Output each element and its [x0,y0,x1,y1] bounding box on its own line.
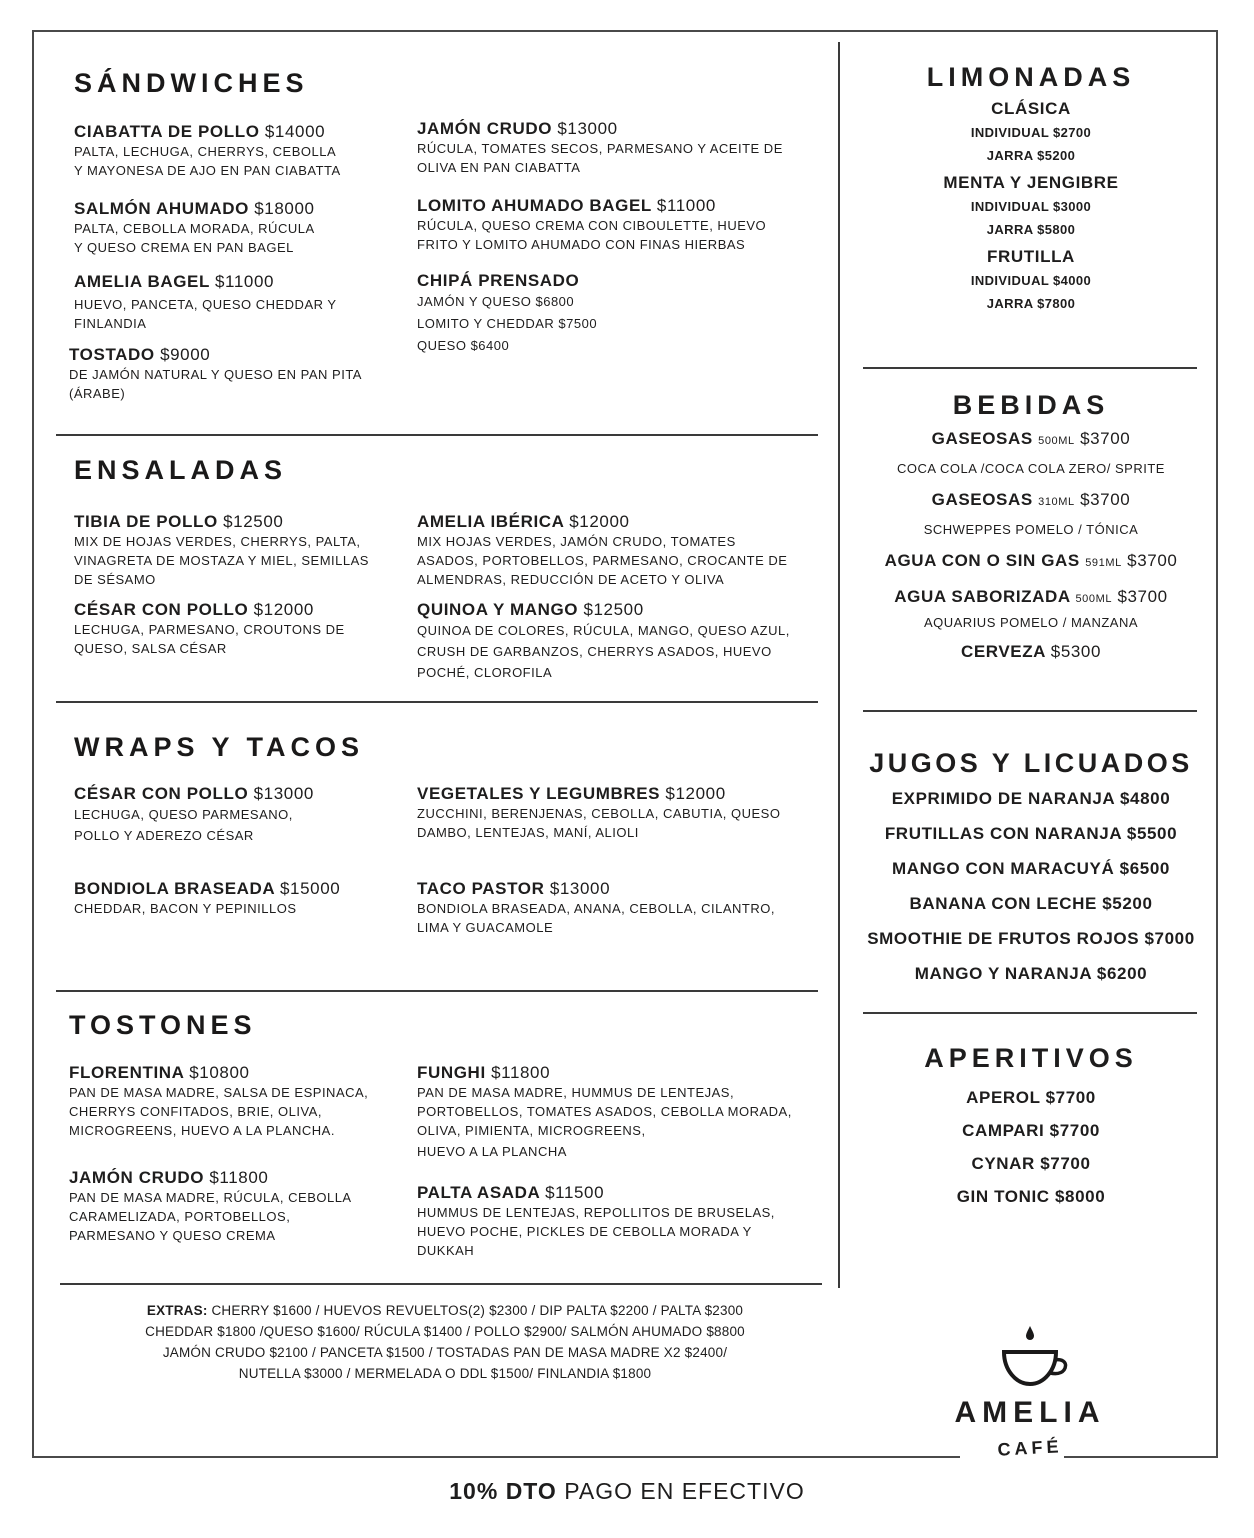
item-desc: PALTA, LECHUGA, CHERRYS, CEBOLLA [74,144,337,159]
drink-price: $3700 [1117,587,1168,606]
item-option: LOMITO Y CHEDDAR $7500 [417,316,598,331]
item-price: $18000 [254,199,315,218]
drink-size: 591ML [1085,557,1122,569]
drink-name: FRUTILLA [987,247,1075,266]
item-desc: DAMBO, LENTEJAS, MANÍ, ALIOLI [417,825,639,840]
drink-item: CYNAR $7700 [971,1154,1091,1173]
item-name: FUNGHI [417,1063,486,1082]
item-price: $13000 [557,119,618,138]
drink-item: APEROL $7700 [966,1088,1096,1107]
item-price: $9000 [160,345,211,364]
drink-item: GIN TONIC $8000 [956,1187,1106,1206]
drink-price: $5300 [1050,642,1102,661]
item-price: $13000 [253,784,314,803]
item-name: TACO PASTOR [417,879,545,898]
item-name: CHIPÁ PRENSADO [417,271,580,290]
footer-text: PAGO EN EFECTIVO [556,1478,805,1504]
item-desc: LECHUGA, QUESO PARMESANO, [74,807,293,822]
item-name: QUINOA Y MANGO [417,600,579,619]
drink-price: JARRA $7800 [986,296,1076,311]
item-desc: CHERRYS CONFITADOS, BRIE, OLIVA, [69,1104,322,1119]
item-name: TIBIA DE POLLO [74,512,218,531]
item-name: SALMÓN AHUMADO [74,199,249,218]
item-desc: CARAMELIZADA, PORTOBELLOS, [69,1209,291,1224]
footer-discount [0,1478,1254,1505]
item-name: VEGETALES Y LEGUMBRES [417,784,661,803]
item-price: $10800 [189,1063,250,1082]
item-desc: ASADOS, PORTOBELLOS, PARMESANO, CROCANTE DE [417,553,788,568]
item-price: $12500 [223,512,284,531]
item-price: $13000 [549,879,611,898]
section-divider [56,701,818,703]
logo-name: AMELIA [954,1396,1106,1429]
section-title-wraps: WRAPS Y TACOS [74,732,365,762]
item-option: QUESO $6400 [417,338,510,353]
drink-item: MANGO Y NARANJA $6200 [914,964,1148,983]
drink-name: CLÁSICA [991,99,1071,118]
drink-item: EXPRIMIDO DE NARANJA $4800 [891,789,1171,808]
menu-item [74,784,449,846]
menu-item [417,879,817,937]
section-title-bebidas: BEBIDAS [952,390,1110,420]
extras-line: CHEDDAR $1800 /QUESO $1600/ RÚCULA $1400 / POLLO $2900/ SALMÓN AHUMADO $8800 [145,1324,745,1339]
section-divider [56,990,818,992]
drink-price: $3700 [1127,551,1178,570]
section-title-limonadas: LIMONADAS [926,62,1136,92]
section-divider [863,1012,1197,1014]
item-name: BONDIOLA BRASEADA [74,879,275,898]
item-desc: ALMENDRAS, REDUCCIÓN DE ACETO Y OLIVA [417,572,725,587]
menu-item-chipa [417,271,817,357]
item-desc: FRITO Y LOMITO AHUMADO CON FINAS HIERBAS [417,237,746,252]
item-desc: QUINOA DE COLORES, RÚCULA, MANGO, QUESO AZUL, [417,623,790,638]
drink-desc: SCHWEPPES POMELO / TÓNICA [923,522,1139,537]
section-title-ensaladas: ENSALADAS [74,455,288,485]
item-price: $12000 [665,784,726,803]
item-desc: Y QUESO CREMA EN PAN BAGEL [74,240,294,255]
bebidas-section [858,390,1204,662]
section-title-aperitivos: APERITIVOS [924,1043,1138,1073]
drink-item: MANGO CON MARACUYÁ $6500 [892,859,1170,878]
item-desc: PAN DE MASA MADRE, SALSA DE ESPINACA, [69,1085,369,1100]
drink-price: INDIVIDUAL $2700 [970,125,1092,140]
item-name: CÉSAR CON POLLO [74,784,249,803]
column-divider [838,42,840,1288]
section-title-tostones: TOSTONES [69,1010,257,1040]
section-divider [56,434,818,436]
item-desc: LECHUGA, PARMESANO, CROUTONS DE [74,622,345,637]
logo-sub: CAFÉ [996,1436,1063,1460]
item-price: $12000 [253,600,314,619]
menu-item [417,1063,827,1163]
drink-size: 500ML [1075,593,1113,605]
item-desc: PAN DE MASA MADRE, RÚCULA, CEBOLLA [69,1190,352,1205]
item-desc: Y MAYONESA DE AJO EN PAN CIABATTA [74,163,341,178]
item-price: $11000 [214,272,275,291]
drink-line [858,587,1204,607]
item-desc: DUKKAH [417,1243,475,1258]
drink-item: FRUTILLAS CON NARANJA $5500 [884,824,1178,843]
drink-name: CERVEZA [960,642,1046,661]
item-desc: VINAGRETA DE MOSTAZA Y MIEL, SEMILLAS [74,553,369,568]
item-desc: OLIVA EN PAN CIABATTA [417,160,581,175]
section-divider [863,367,1197,369]
extras-block [60,1300,830,1384]
item-desc: RÚCULA, QUESO CREMA CON CIBOULETTE, HUEVO [417,218,767,233]
menu-item [74,879,449,918]
item-desc: (ÁRABE) [69,386,126,401]
item-desc: POLLO Y ADEREZO CÉSAR [74,828,254,843]
section-divider [60,1283,822,1285]
item-desc: DE JAMÓN NATURAL Y QUESO EN PAN PITA [69,367,362,382]
footer-bold: 10% DTO [449,1478,557,1504]
extras-line: NUTELLA $3000 / MERMELADA O DDL $1500/ FINLANDIA $1800 [238,1366,652,1381]
item-name: FLORENTINA [69,1063,184,1082]
menu-item [69,345,444,403]
drink-name: AGUA SABORIZADA [894,587,1071,606]
item-desc: OLIVA, PIMIENTA, MICROGREENS, [417,1123,646,1138]
item-desc: BONDIOLA BRASEADA, ANANA, CEBOLLA, CILANTRO, [417,901,775,916]
item-desc: HUEVO, PANCETA, QUESO CHEDDAR Y [74,297,337,312]
amelia-cafe-logo [940,1320,1120,1480]
drink-price: INDIVIDUAL $3000 [970,199,1092,214]
item-name: AMELIA IBÉRICA [417,512,564,531]
drink-price: INDIVIDUAL $4000 [970,273,1092,288]
item-desc: QUESO, SALSA CÉSAR [74,641,227,656]
item-desc: MICROGREENS, HUEVO A LA PLANCHA. [69,1123,335,1138]
item-desc: CHEDDAR, BACON Y PEPINILLOS [74,901,297,916]
limonadas-section [858,62,1204,311]
menu-item [69,1063,444,1140]
item-desc: HUEVO POCHE, PICKLES DE CEBOLLA MORADA Y [417,1224,752,1239]
item-price: $12500 [583,600,644,619]
item-name: JAMÓN CRUDO [417,119,553,138]
menu-item [74,122,449,180]
aperitivos-section [858,1043,1204,1207]
item-price: $11000 [656,196,716,215]
item-desc: HUMMUS DE LENTEJAS, REPOLLITOS DE BRUSELAS, [417,1205,775,1220]
item-desc: MIX DE HOJAS VERDES, CHERRYS, PALTA, [74,534,361,549]
item-price: $15000 [280,879,341,898]
section-title-sandwiches: SÁNDWICHES [74,68,309,98]
menu-item [417,119,817,177]
item-name: TOSTADO [69,345,155,364]
menu-item [74,199,449,257]
drink-price: $3700 [1080,490,1131,509]
item-price: $14000 [264,122,326,141]
drink-size: 310ML [1038,496,1075,508]
menu-item [417,512,817,589]
extras-line: JAMÓN CRUDO $2100 / PANCETA $1500 / TOSTADAS PAN DE MASA MADRE X2 $2400/ [162,1345,728,1360]
drink-price: JARRA $5200 [986,148,1076,163]
item-name: CÉSAR CON POLLO [74,600,249,619]
item-desc: PORTOBELLOS, TOMATES ASADOS, CEBOLLA MORADA, [417,1104,792,1119]
drink-name: GASEOSAS [931,429,1033,448]
drink-desc: COCA COLA /COCA COLA ZERO/ SPRITE [897,461,1165,476]
item-desc: MIX HOJAS VERDES, JAMÓN CRUDO, TOMATES [417,534,736,549]
item-desc: PALTA, CEBOLLA MORADA, RÚCULA [74,221,315,236]
item-desc: FINLANDIA [74,316,147,331]
item-desc: ZUCCHINI, BERENJENAS, CEBOLLA, CABUTIA, QUESO [417,806,781,821]
item-option: JAMÓN Y QUESO $6800 [417,294,575,309]
item-desc: RÚCULA, TOMATES SECOS, PARMESANO Y ACEITE DE [417,141,783,156]
menu-item [74,600,449,658]
drink-line [858,429,1204,449]
menu-item [417,784,817,842]
drink-name: MENTA Y JENGIBRE [943,173,1119,192]
item-name: JAMÓN CRUDO [69,1168,205,1187]
extras-label: EXTRAS: [146,1303,208,1318]
drink-size: 500ML [1038,435,1075,447]
menu-item [74,512,449,589]
jugos-section [855,748,1207,984]
drink-item: BANANA CON LECHE $5200 [909,894,1153,913]
drink-line [858,642,1204,662]
drink-desc: AQUARIUS POMELO / MANZANA [923,615,1139,630]
section-title-jugos: JUGOS Y LICUADOS [869,748,1193,778]
menu-item [417,600,817,683]
item-name: CIABATTA DE POLLO [74,122,260,141]
extras-line: CHERRY $1600 / HUEVOS REVUELTOS(2) $2300 / DIP PALTA $2200 / PALTA $2300 [211,1303,744,1318]
item-name: AMELIA BAGEL [74,272,210,291]
item-desc: POCHÉ, CLOROFILA [417,665,553,680]
drink-line [858,490,1204,510]
drink-name: AGUA CON O SIN GAS [884,551,1080,570]
section-divider [863,710,1197,712]
menu-item [417,196,817,254]
drink-item: SMOOTHIE DE FRUTOS ROJOS $7000 [867,929,1195,948]
item-name: LOMITO AHUMADO BAGEL [417,196,652,215]
drop-icon [1026,1326,1034,1340]
item-desc: CRUSH DE GARBANZOS, CHERRYS ASADOS, HUEVO [417,644,772,659]
item-desc: HUEVO A LA PLANCHA [417,1144,567,1159]
drink-price: $3700 [1080,429,1131,448]
drink-name: GASEOSAS [931,490,1033,509]
item-price: $11500 [545,1183,605,1202]
item-desc: DE SÉSAMO [74,572,156,587]
item-desc: LIMA Y GUACAMOLE [417,920,554,935]
menu-item [417,1183,827,1260]
menu-item [74,272,449,333]
item-desc: PARMESANO Y QUESO CREMA [69,1228,276,1243]
item-name: PALTA ASADA [417,1183,540,1202]
drink-price: JARRA $5800 [986,222,1076,237]
item-price: $12000 [569,512,630,531]
drink-item: CAMPARI $7700 [962,1121,1100,1140]
item-desc: PAN DE MASA MADRE, HUMMUS DE LENTEJAS, [417,1085,735,1100]
menu-item [69,1168,444,1245]
item-price: $11800 [491,1063,551,1082]
drink-line [858,551,1204,571]
item-price: $11800 [209,1168,269,1187]
